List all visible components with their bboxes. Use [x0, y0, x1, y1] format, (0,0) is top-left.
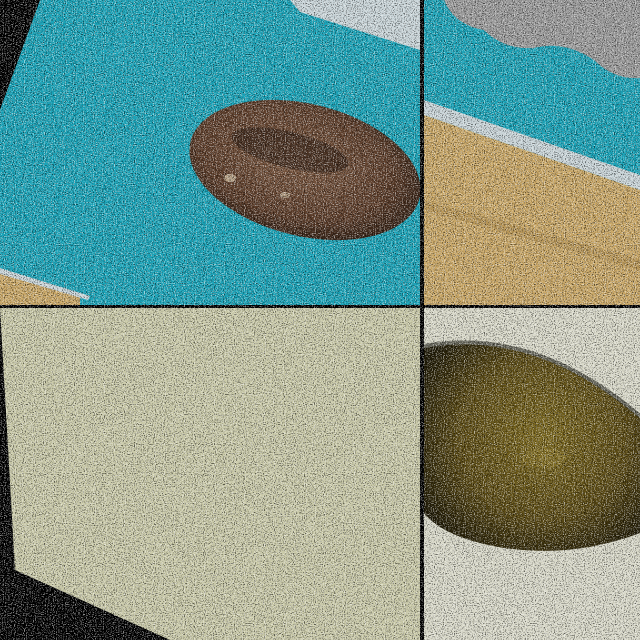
tile-olive-dish: [424, 308, 640, 640]
teal-potato-scene: [0, 0, 420, 305]
tile-stone-teal-wood: [424, 0, 640, 305]
pale-panel-scene: [0, 308, 420, 640]
tile-teal-potato: [0, 0, 420, 305]
olive-dish-scene: [424, 308, 640, 640]
stone-teal-wood-scene: [424, 0, 640, 305]
pale-panel: [0, 308, 420, 640]
olive-highlight: [522, 448, 566, 468]
potato-spot: [224, 174, 236, 182]
potato-spot: [280, 192, 290, 198]
tile-pale-panel: [0, 308, 420, 640]
